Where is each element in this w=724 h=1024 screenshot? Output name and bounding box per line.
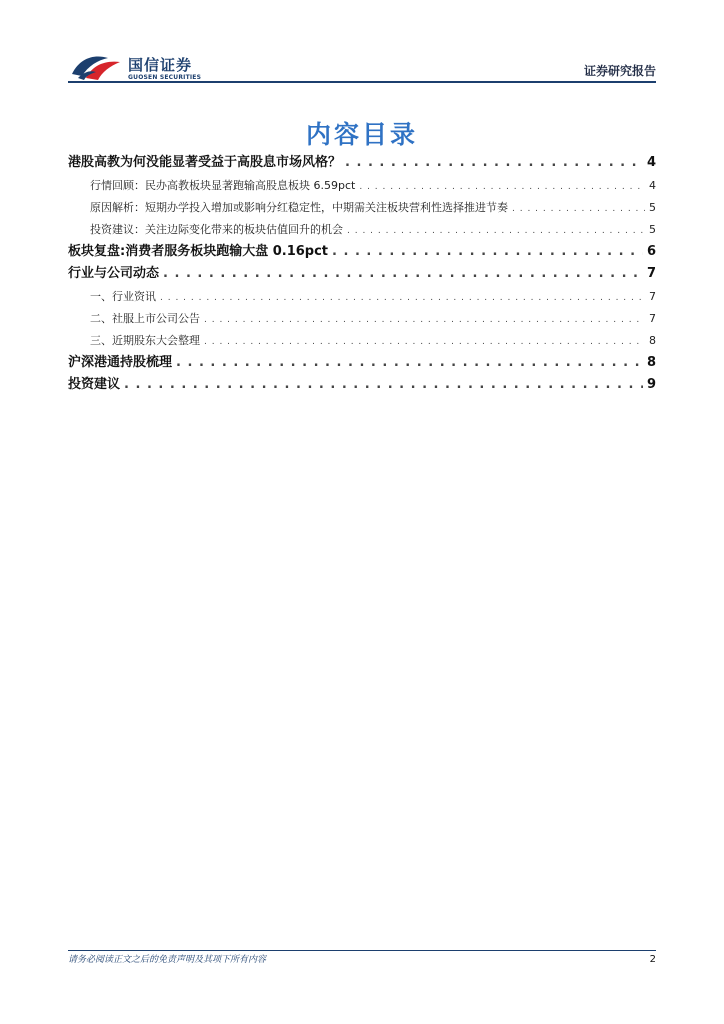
- toc-leader-dots: [160, 287, 645, 309]
- toc-leader-dots: [345, 152, 643, 175]
- toc-entry-page: 4: [646, 155, 656, 170]
- logo-text-cn: 国信证券: [128, 56, 193, 74]
- toc-entry-page: 8: [649, 333, 656, 347]
- toc-title: 内容目录: [305, 120, 418, 149]
- page-number: 2: [649, 954, 656, 965]
- toc-entry-label: 行业与公司动态: [68, 266, 160, 281]
- toc-entry-label: 投资建议: [68, 377, 121, 392]
- guosen-logo-icon: [70, 52, 122, 82]
- toc-leader-dots: [124, 374, 643, 397]
- toc-entry-label: 原因解析：短期办学投入增加或影响分红稳定性，中期需关注板块营利性选择推进节奏: [90, 200, 508, 214]
- toc-entry-page: 4: [649, 178, 656, 192]
- toc-entry[interactable]: [68, 197, 656, 219]
- toc-entry-page: 6: [646, 243, 656, 259]
- toc-entry-page: 8: [646, 354, 656, 370]
- toc-leader-dots: [163, 263, 643, 286]
- toc-entry-page: 7: [649, 289, 656, 303]
- toc-entry-page: 5: [649, 222, 656, 236]
- toc-entry[interactable]: [68, 241, 656, 264]
- toc-entry-page: 5: [649, 200, 656, 214]
- toc-entry-label: 行情回顾：民办高教板块显著跑输高股息板块 6.59pct: [90, 178, 356, 192]
- logo-text-en: GUOSEN SECURITIES: [128, 74, 202, 81]
- toc-entry[interactable]: [68, 175, 656, 197]
- toc-entry[interactable]: [68, 152, 656, 175]
- footer-divider: [68, 950, 656, 951]
- toc-leader-dots: [176, 352, 643, 375]
- toc-entry[interactable]: [68, 330, 656, 352]
- toc-leader-dots: [347, 220, 645, 242]
- toc-entry-page: 7: [649, 311, 656, 325]
- report-type-label: 证券研究报告: [583, 64, 656, 78]
- toc-entry[interactable]: [68, 308, 656, 330]
- header-divider: [68, 81, 656, 83]
- toc-entry[interactable]: [68, 286, 656, 308]
- toc-entry-label: 一、行业资讯: [90, 289, 156, 303]
- toc-entry-label: 港股高教为何没能显著受益于高股息市场风格？: [68, 155, 342, 170]
- toc-entry[interactable]: [68, 219, 656, 241]
- footer-disclaimer: 请务必阅读正文之后的免责声明及其项下所有内容: [68, 955, 267, 965]
- toc-leader-dots: [359, 176, 645, 198]
- toc-entry-label: 三、近期股东大会整理: [90, 333, 200, 347]
- toc-leader-dots: [204, 331, 645, 353]
- toc-leader-dots: [204, 309, 645, 331]
- table-of-contents: [68, 152, 656, 397]
- company-logo: [68, 50, 208, 84]
- toc-entry-label: 投资建议：关注边际变化带来的板块估值回升的机会: [90, 222, 343, 236]
- page-header: [68, 50, 656, 86]
- toc-entry-label: 二、社服上市公司公告: [90, 311, 200, 325]
- toc-entry[interactable]: [68, 374, 656, 397]
- toc-entry-label: 沪深港通持股梳理: [68, 354, 173, 370]
- toc-entry-label: 板块复盘:消费者服务板块跑输大盘 0.16pct: [68, 243, 329, 259]
- toc-entry-page: 9: [646, 377, 656, 392]
- toc-entry[interactable]: [68, 263, 656, 286]
- toc-leader-dots: [512, 198, 645, 220]
- toc-leader-dots: [332, 241, 643, 264]
- toc-entry[interactable]: [68, 352, 656, 375]
- toc-entry-page: 7: [646, 266, 656, 281]
